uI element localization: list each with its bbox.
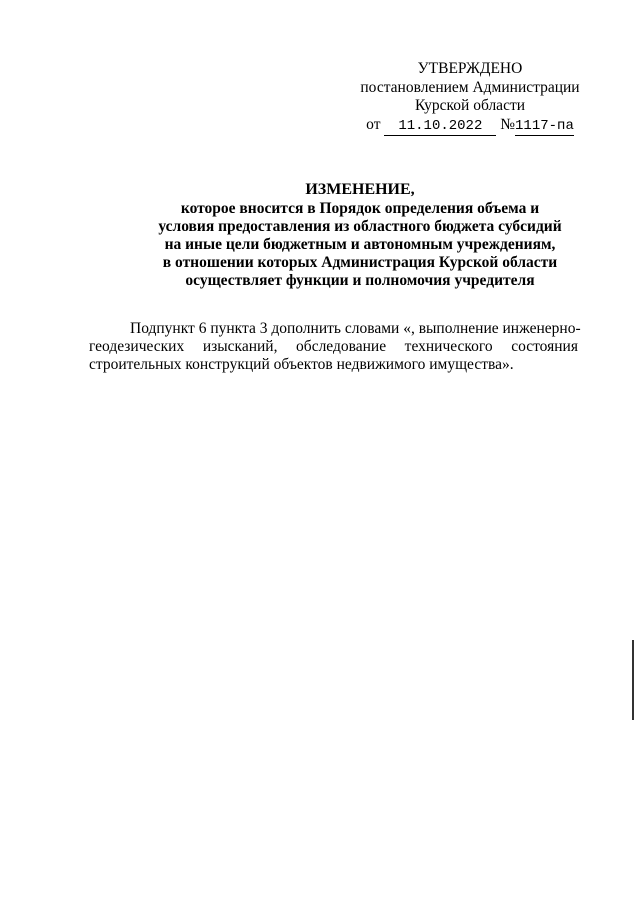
- title-line: условия предоставления из областного бюджета субсидий: [158, 218, 562, 235]
- title-line: которое вносится в Порядок определения объема и: [180, 200, 540, 217]
- date-prefix: от: [366, 115, 381, 133]
- title-line: осуществляет функции и полномочия учредителя: [185, 272, 535, 289]
- approval-line: постановлением Администрации: [360, 78, 580, 96]
- approval-number: 1117-па: [515, 117, 574, 137]
- approval-line: Курской области: [414, 97, 526, 114]
- approval-stamp: [355, 60, 585, 136]
- approval-heading: УТВЕРЖДЕНО: [417, 60, 523, 77]
- body-paragraph: [89, 320, 581, 374]
- number-prefix: №: [500, 115, 516, 133]
- title-heading: ИЗМЕНЕНИЕ,: [305, 181, 415, 198]
- title-line: на иные цели бюджетным и автономным учреждениям,: [164, 236, 556, 253]
- document-title: [100, 181, 620, 290]
- scan-edge-mark: [632, 640, 634, 720]
- body-line: Подпункт 6 пункта 3 дополнить словами «, выполнение инженерно-: [130, 320, 581, 337]
- title-line: в отношении которых Администрация Курской области: [162, 254, 558, 271]
- approval-date: 11.10.2022: [384, 117, 496, 137]
- body-line: геодезических изысканий, обследование технического состояния: [89, 338, 578, 355]
- body-line: строительных конструкций объектов недвижимого имущества».: [89, 356, 514, 373]
- approval-date-number: [355, 116, 585, 137]
